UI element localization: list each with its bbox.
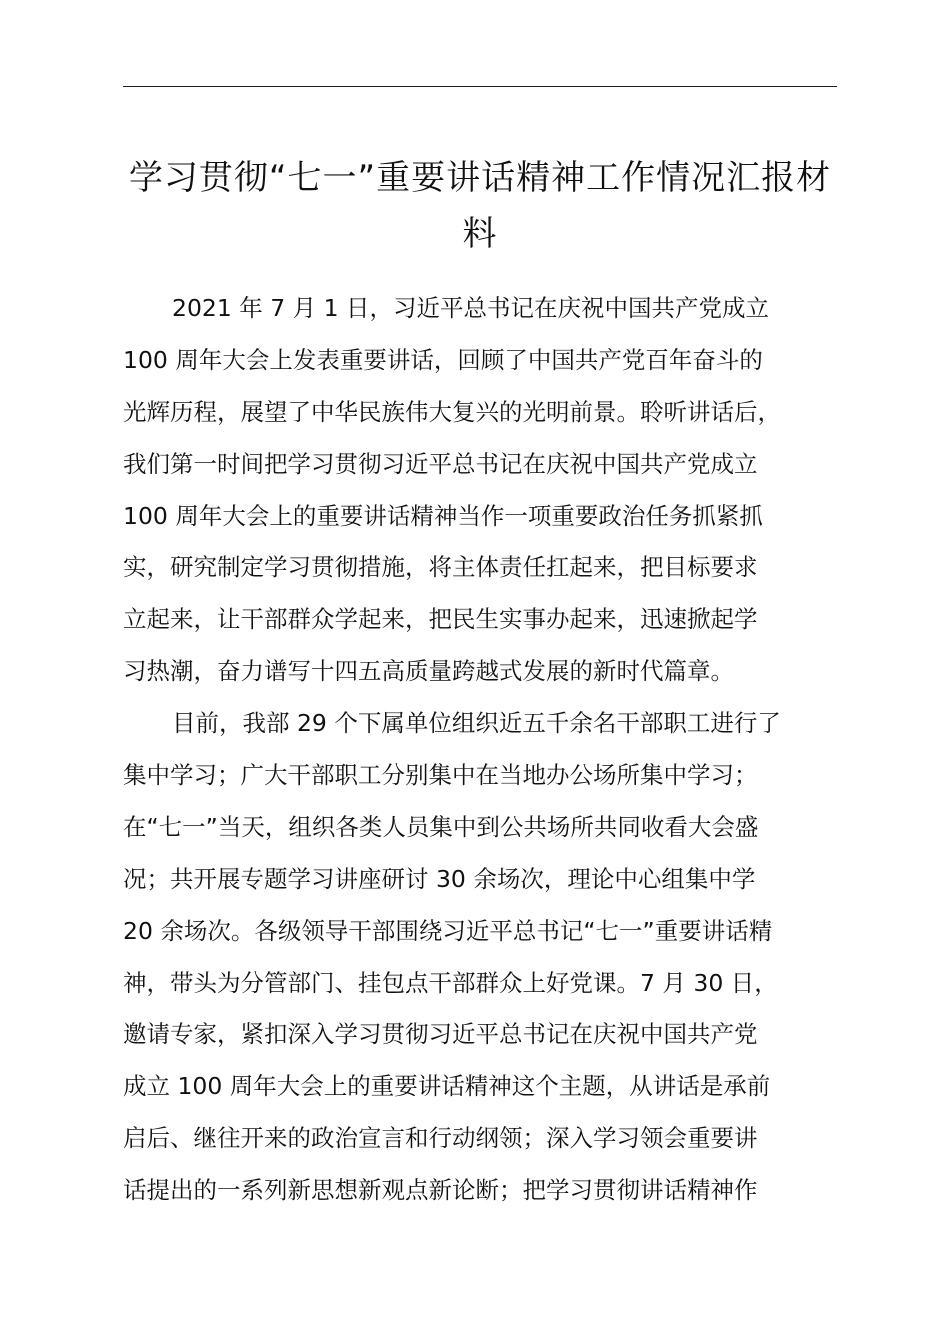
title-line-2: 料 <box>462 214 498 254</box>
body-line: 2021 年 7 月 1 日，习近平总书记在庆祝中国共产党成立 <box>172 294 770 322</box>
body-line: 在“七一”当天，组织各类人员集中到公共场所共同收看大会盛 <box>123 812 759 841</box>
body-line: 目前，我部 29 个下属单位组织近五千余名干部职工进行了 <box>172 709 781 738</box>
body-line: 邀请专家，紧扣深入学习贯彻习近平总书记在庆祝中国共产党 <box>123 1020 758 1049</box>
body-line: 立起来，让干部群众学起来，把民生实事办起来，迅速掀起学 <box>123 605 758 634</box>
body-line: 启后、继往开来的政治宣言和行动纲领；深入学习领会重要讲 <box>123 1124 758 1153</box>
body-line: 话提出的一系列新思想新观点新论断；把学习贯彻讲话精神作 <box>123 1176 758 1205</box>
body-line: 成立 100 周年大会上的重要讲话精神这个主题，从讲话是承前 <box>123 1072 771 1101</box>
document-title <box>110 150 850 262</box>
title-line-1: 学习贯彻“七一”重要讲话精神工作情况汇报材 <box>128 158 832 198</box>
body-line: 100 周年大会上发表重要讲话，回顾了中国共产党百年奋斗的 <box>123 345 763 374</box>
body-line: 习热潮，奋力谱写十四五高质量跨越式发展的新时代篇章。 <box>123 657 734 686</box>
header-rule <box>123 86 837 87</box>
document-body <box>123 283 837 1217</box>
body-line: 100 周年大会上的重要讲话精神当作一项重要政治任务抓紧抓 <box>123 501 763 530</box>
body-line: 神，带头为分管部门、挂包点干部群众上好党课。7 月 30 日， <box>123 968 778 997</box>
body-line: 我们第一时间把学习贯彻习近平总书记在庆祝中国共产党成立 <box>123 449 758 478</box>
body-line: 实，研究制定学习贯彻措施，将主体责任扛起来，把目标要求 <box>123 553 758 582</box>
body-line: 20 余场次。各级领导干部围绕习近平总书记“七一”重要讲话精 <box>123 916 773 945</box>
body-line: 光辉历程，展望了中华民族伟大复兴的光明前景。聆听讲话后， <box>123 397 781 426</box>
body-line: 况；共开展专题学习讲座研讨 30 余场次，理论中心组集中学 <box>123 864 756 893</box>
body-line: 集中学习；广大干部职工分别集中在当地办公场所集中学习； <box>123 761 758 790</box>
